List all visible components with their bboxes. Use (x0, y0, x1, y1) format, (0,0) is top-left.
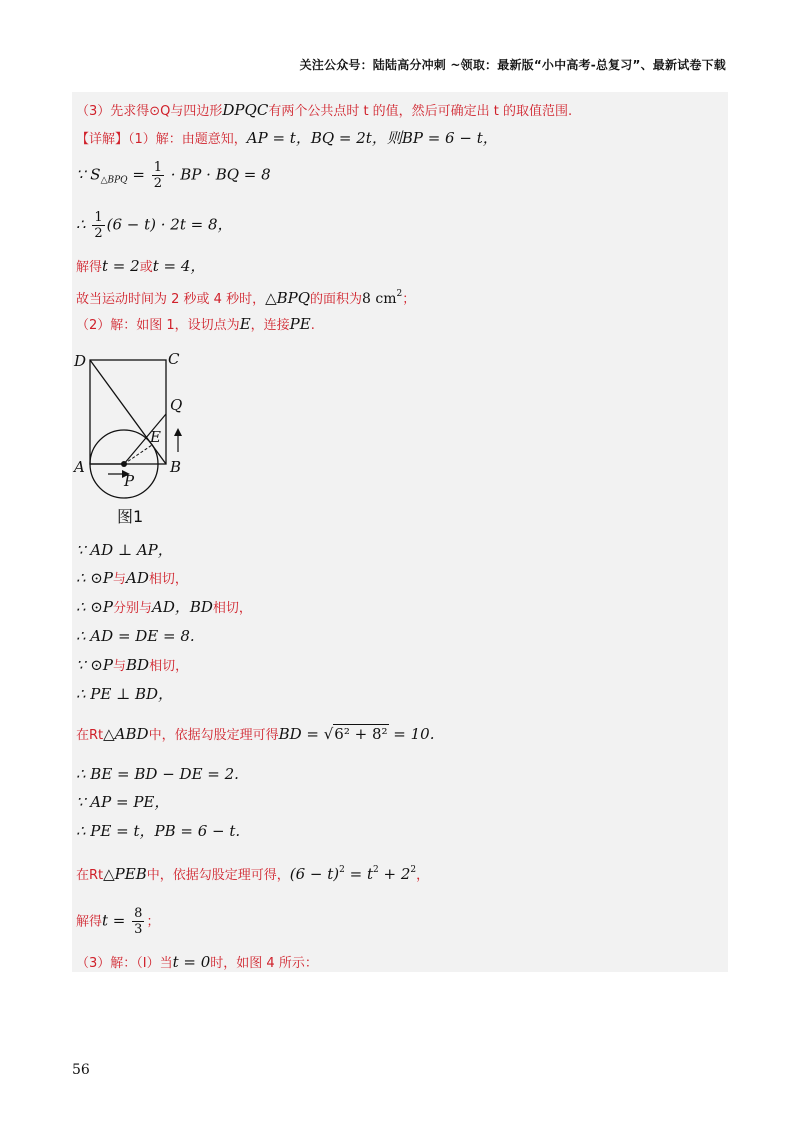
geometry-diagram (72, 346, 202, 506)
fraction-eight-thirds (132, 906, 144, 937)
line-solve-2 (76, 906, 159, 937)
label-p: P (124, 472, 135, 490)
text: ，连接 (250, 318, 290, 333)
line-part-3 (76, 952, 318, 974)
formula: AD (126, 569, 149, 587)
formula: ∴ ⊙P (76, 598, 113, 616)
denominator: 2 (94, 226, 103, 241)
line-pythagoras-peb (76, 860, 429, 886)
formula: ∵ AD ⊥ AP， (76, 541, 173, 559)
detail-label: 【详解】（1）解：由题意知， (76, 132, 247, 147)
label-e: E (150, 428, 161, 446)
formula: △BPQ (265, 289, 311, 307)
line-be (76, 764, 239, 785)
line-ap-eq-pe (76, 792, 169, 813)
point-p (121, 461, 127, 467)
formula: · BP · BQ = 8 (165, 165, 271, 184)
formula: = (127, 165, 150, 184)
line-conclusion-1 (76, 284, 415, 310)
text: 分别与 (112, 601, 152, 616)
figure-caption: 图1 (117, 507, 144, 526)
line-hint-3 (76, 100, 572, 122)
formula: = 10. (388, 725, 435, 743)
line-equation (76, 210, 233, 241)
formula: ∴ PE = t，PB = 6 − t. (76, 822, 241, 840)
line-tangent-bd (76, 655, 188, 677)
formula: (6 − t) (289, 865, 340, 883)
line-pe-perp-bd (76, 684, 173, 705)
text: 相切， (212, 601, 252, 616)
label-a: A (74, 458, 85, 476)
text: ； (146, 914, 160, 930)
formula: t = 2 (102, 257, 140, 275)
text: （2）解：如图 1，设切点为 (76, 318, 240, 333)
numerator: 1 (94, 210, 103, 225)
text: 与 (112, 572, 126, 587)
solution-panel (72, 92, 728, 972)
formula: ∴ (76, 215, 91, 234)
label-b: B (170, 458, 182, 476)
label-c: C (168, 350, 180, 368)
formula: t = 0 (172, 953, 211, 971)
text: 时，如图 4 所示： (210, 956, 318, 971)
text: 中，依据勾股定理可得， (146, 868, 290, 883)
figure-1 (72, 346, 202, 510)
quad-name: DPQC (222, 101, 269, 119)
text: 在Rt (76, 868, 104, 883)
formula: △PEB (103, 865, 147, 883)
text: 有两个公共点时 t 的值，然后可确定出 t 的取值范围. (268, 104, 573, 119)
numerator: 8 (134, 906, 143, 921)
line-tangent-both (76, 597, 252, 619)
denominator: 3 (134, 922, 143, 937)
formula: t = 4， (152, 257, 206, 275)
page-header: 关注公众号：陆陆高分冲刺 ~领取：最新版“小中高考-总复习”、最新试卷下载 (299, 58, 726, 72)
text: ， (416, 868, 430, 883)
page-number: 56 (72, 1062, 90, 1078)
formula: ∵ AP = PE， (76, 793, 170, 811)
label-d: D (74, 352, 87, 370)
formula: E (239, 315, 251, 333)
text: 相切， (149, 659, 189, 674)
line-area-formula (76, 160, 271, 191)
fraction-half (152, 160, 164, 191)
text: 中，依据勾股定理可得 (148, 728, 279, 743)
text: （3）先求得⊙Q与四边形 (76, 104, 223, 119)
superscript: 2 (410, 865, 417, 875)
text: 在Rt (76, 728, 104, 743)
formula: ∵ ⊙P (76, 656, 113, 674)
text: 相切， (148, 572, 188, 587)
numerator: 1 (153, 160, 162, 175)
line-detail-1 (76, 128, 498, 150)
line-ad-perp-ap (76, 540, 173, 561)
superscript: 2 (339, 865, 345, 875)
line-pe-pb (76, 821, 240, 842)
text: 故当运动时间为 2 秒或 4 秒时， (76, 292, 266, 307)
text: 或 (139, 260, 153, 275)
superscript: 2 (373, 865, 379, 875)
formula: (6 − t) · 2t = 8， (106, 215, 233, 234)
formula: t = (102, 911, 131, 930)
formula: = t (344, 865, 374, 883)
superscript: 2 (396, 289, 403, 299)
formula: AD，BD (152, 598, 213, 616)
radicand: 6² + 8² (334, 725, 388, 743)
text: 解得 (76, 914, 103, 930)
line-part-2 (76, 314, 315, 336)
text: ； (402, 292, 416, 307)
formula: ∴ PE ⊥ BD， (76, 685, 174, 703)
label-q: Q (170, 396, 183, 414)
text: 与 (112, 659, 126, 674)
line-pythagoras-abd (76, 724, 434, 746)
formula: ∴ BE = BD − DE = 2. (76, 765, 239, 783)
formula: AP = t，BQ = 2t，则BP = 6 − t， (246, 129, 498, 147)
formula: ∴ ⊙P (76, 569, 113, 587)
text: 的面积为 (310, 292, 363, 307)
formula: ∴ AD = DE = 8. (76, 627, 195, 645)
text: 解得 (76, 260, 103, 275)
text: . (310, 318, 315, 333)
formula: PE (289, 315, 311, 333)
line-solve-1 (76, 256, 205, 278)
denominator: 2 (153, 176, 162, 191)
formula: ∵ S (76, 165, 101, 184)
formula: BD = √ (278, 725, 334, 743)
formula: BD (126, 656, 150, 674)
arrow-q-head (174, 428, 182, 436)
formula: 8 cm (362, 291, 397, 307)
formula: + 2 (378, 865, 411, 883)
line-tangent-ad (76, 568, 188, 590)
subscript: △BPQ (100, 175, 128, 186)
formula: △ABD (103, 725, 149, 743)
line-ad-eq-de (76, 626, 195, 647)
text: （3）解：（Ⅰ）当 (76, 956, 173, 971)
fraction-half (92, 210, 104, 241)
